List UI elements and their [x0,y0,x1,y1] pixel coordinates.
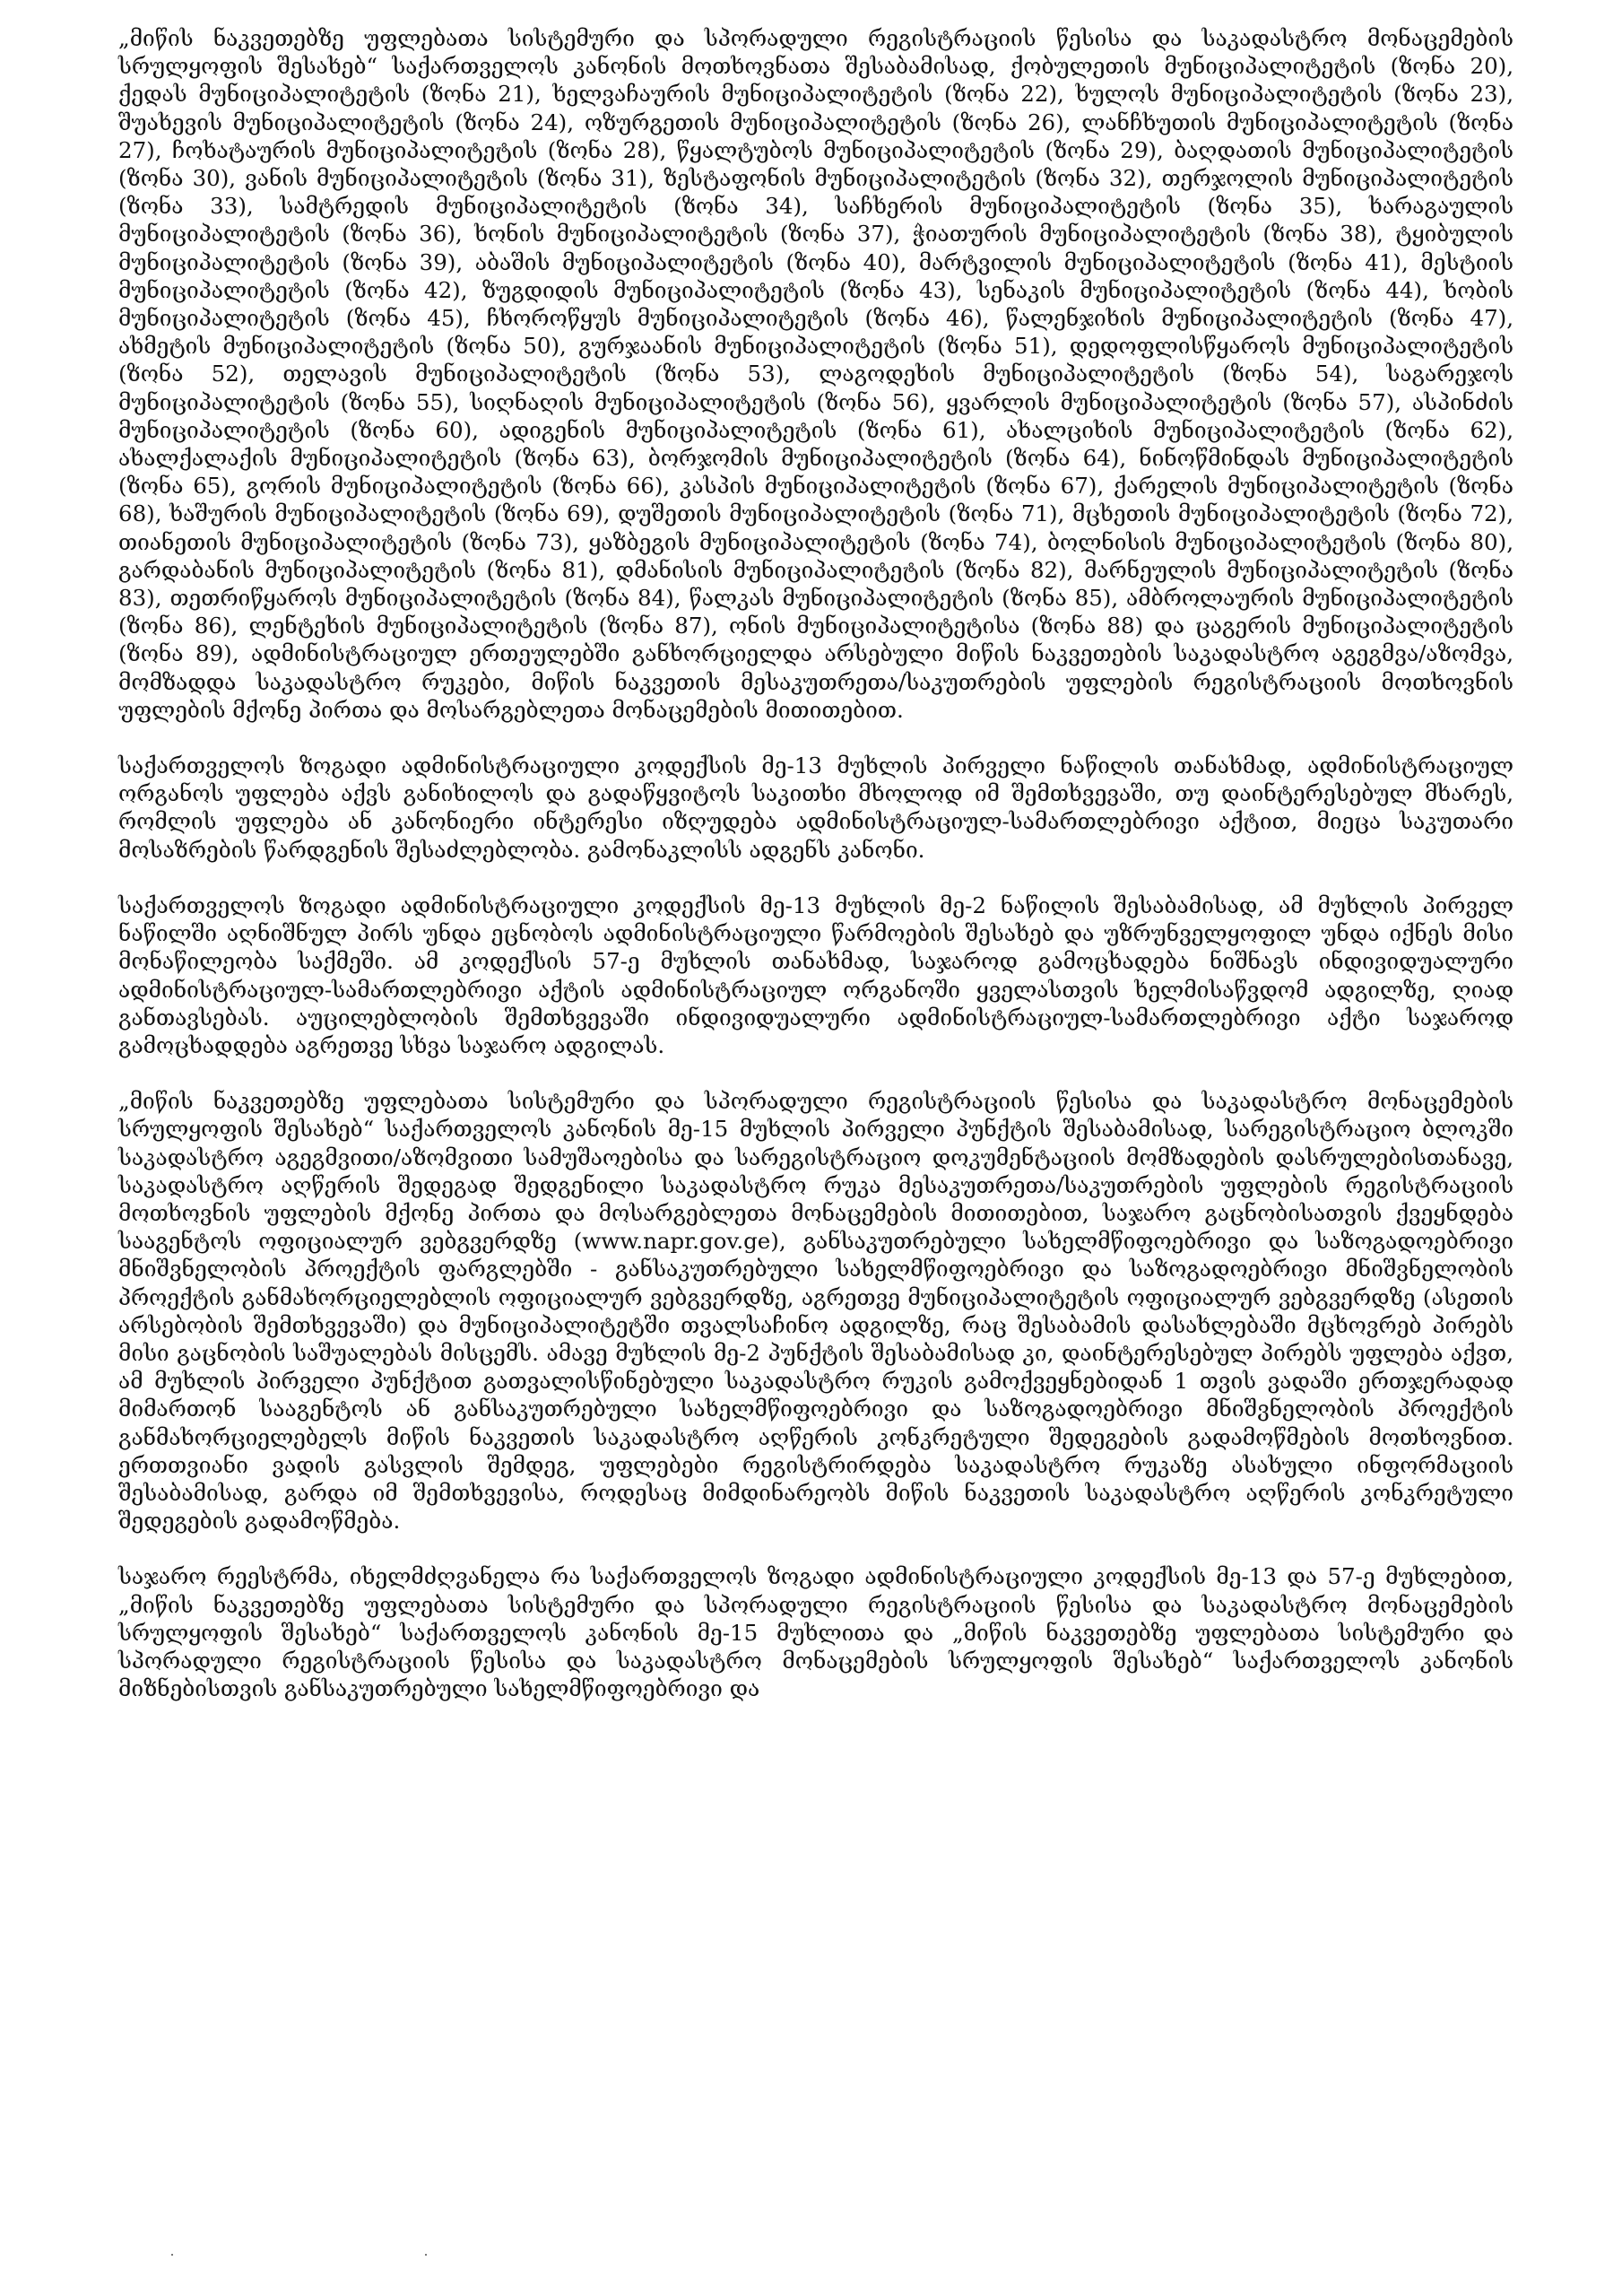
footer-marks [0,2254,1622,2257]
document-page [118,24,1514,1702]
footer-dot [171,2254,173,2256]
paragraph-admin-code-article-13-part-2: საქართველოს ზოგადი ადმინისტრაციული კოდექსის მე-13 მუხლის მე-2 ნაწილის შესაბამისად, ამ მუხლის პირველ ნაწილში აღნიშნულ პირს უნდა ეცნობოს ადმინისტრაციული წარმოების შესახებ და უზრუნველყოფილ უნდა იქნეს მისი მონაწილეობა საქმეში. ამ კოდექსის 57-ე მუხლის თანახმად, საჯაროდ გამოცხადება ნიშნავს ინდივიდუალური ადმინისტრაციულ-სამართლებრივი აქტის ადმინისტრაციულ ორგანოში ყველასთვის ხელმისაწვდომ ადგილზე, ღიად განთავსებას. აუცილებლობის შემთხვევაში ინდივიდუალური ადმინისტრაციულ-სამართლებრივი აქტი საჯაროდ გამოცხადდება აგრეთვე სხვა საჯარო ადგილას. [118,891,1514,1058]
footer-dot [425,2254,427,2256]
paragraph-public-registry-decision: საჯარო რეესტრმა, იხელმძღვანელა რა საქართველოს ზოგადი ადმინისტრაციული კოდექსის მე-13 და 57-ე მუხლებით, „მიწის ნაკვეთებზე უფლებათა სისტემური და სპორადული რეგისტრაციის წესისა და საკადასტრო მონაცემების სრულყოფის შესახებ“ საქართველოს კანონის მე-15 მუხლითა და „მიწის ნაკვეთებზე უფლებათა სისტემური და სპორადული რეგისტრაციის წესისა და საკადასტრო მონაცემების სრულყოფის შესახებ“ საქართველოს კანონის მიზნებისთვის განსაკუთრებული სახელმწიფოებრივი და [118,1563,1514,1702]
paragraph-law-article-15: „მიწის ნაკვეთებზე უფლებათა სისტემური და სპორადული რეგისტრაციის წესისა და საკადასტრო მონაცემების სრულყოფის შესახებ“ საქართველოს კანონის მე-15 მუხლის პირველი პუნქტის შესაბამისად, სარეგისტრაციო ბლოკში საკადასტრო აგეგმვითი/აზომვითი სამუშაოებისა და სარეგისტრაციო დოკუმენტაციის მომზადების დასრულებისთანავე, საკადასტრო აღწერის შედეგად შედგენილი საკადასტრო რუკა მესაკუთრეთა/საკუთრების უფლების რეგისტრაციის მოთხოვნის უფლების მქონე პირთა და მოსარგებლეთა მონაცემების მითითებით, საჯარო გაცნობისათვის ქვეყნდება სააგენტოს ოფიციალურ ვებგვერდზე (www.napr.gov.ge), განსაკუთრებული სახელმწიფოებრივი და საზოგადოებრივი მნიშვნელობის პროექტის ფარგლებში - განსაკუთრებული სახელმწიფოებრივი და საზოგადოებრივი მნიშვნელობის პროექტის განმახორციელებლის ოფიციალურ ვებგვერდზე, აგრეთვე მუნიციპალიტეტის ოფიციალურ ვებგვერდზე (ასეთის არსებობის შემთხვევაში) და მუნიციპალიტეტში თვალსაჩინო ადგილზე, რაც შესაბამის დასახლებაში მცხოვრებ პირებს მისი გაცნობის საშუალებას მისცემს. ამავე მუხლის მე-2 პუნქტის შესაბამისად კი, დაინტერესებულ პირებს უფლება აქვთ, ამ მუხლის პირველი პუნქტით გათვალისწინებული საკადასტრო რუკის გამოქვეყნებიდან 1 თვის ვადაში ერთჯერადად მიმართონ სააგენტოს ან განსაკუთრებული სახელმწიფოებრივი და საზოგადოებრივი მნიშვნელობის პროექტის განმახორციელებელს მიწის ნაკვეთის საკადასტრო აღწერის კონკრეტული შედეგების გადამოწმების მოთხოვნით. ერთთვიანი ვადის გასვლის შემდეგ, უფლებები რეგისტრირდება საკადასტრო რუკაზე ასახული ინფორმაციის შესაბამისად, გარდა იმ შემთხვევისა, როდესაც მიმდინარეობს მიწის ნაკვეთის საკადასტრო აღწერის კონკრეტული შედეგების გადამოწმება. [118,1088,1514,1535]
paragraph-admin-code-article-13-part-1: საქართველოს ზოგადი ადმინისტრაციული კოდექსის მე-13 მუხლის პირველი ნაწილის თანახმად, ადმინისტრაციულ ორგანოს უფლება აქვს განიხილოს და გადაწყვიტოს საკითხი მხოლოდ იმ შემთხვევაში, თუ დაინტერესებულ მხარეს, რომლის უფლება ან კანონიერი ინტერესი იზღუდება ადმინისტრაციულ-სამართლებრივი აქტით, მიეცა საკუთარი მოსაზრების წარდგენის შესაძლებლობა. გამონაკლისს ადგენს კანონი. [118,752,1514,863]
paragraph-cadastral-zones: „მიწის ნაკვეთებზე უფლებათა სისტემური და სპორადული რეგისტრაციის წესისა და საკადასტრო მონაცემების სრულყოფის შესახებ“ საქართველოს კანონის მოთხოვნათა შესაბამისად, ქობულეთის მუნიციპალიტეტის (ზონა 20), ქედას მუნიციპალიტეტის (ზონა 21), ხელვაჩაურის მუნიციპალიტეტის (ზონა 22), ხულოს მუნიციპალიტეტის (ზონა 23), შუახევის მუნიციპალიტეტის (ზონა 24), ოზურგეთის მუნიციპალიტეტის (ზონა 26), ლანჩხუთის მუნიციპალიტეტის (ზონა 27), ჩოხატაურის მუნიციპალიტეტის (ზონა 28), წყალტუბოს მუნიციპალიტეტის (ზონა 29), ბაღდათის მუნიციპალიტეტის (ზონა 30), ვანის მუნიციპალიტეტის (ზონა 31), ზესტაფონის მუნიციპალიტეტის (ზონა 32), თერჯოლის მუნიციპალიტეტის (ზონა 33), სამტრედის მუნიციპალიტეტის (ზონა 34), საჩხერის მუნიციპალიტეტის (ზონა 35), ხარაგაულის მუნიციპალიტეტის (ზონა 36), ხონის მუნიციპალიტეტის (ზონა 37), ჭიათურის მუნიციპალიტეტის (ზონა 38), ტყიბულის მუნიციპალიტეტის (ზონა 39), აბაშის მუნიციპალიტეტის (ზონა 40), მარტვილის მუნიციპალიტეტის (ზონა 41), მესტიის მუნიციპალიტეტის (ზონა 42), ზუგდიდის მუნიციპალიტეტის (ზონა 43), სენაკის მუნიციპალიტეტის (ზონა 44), ხობის მუნიციპალიტეტის (ზონა 45), ჩხოროწყუს მუნიციპალიტეტის (ზონა 46), წალენჯიხის მუნიციპალიტეტის (ზონა 47), ახმეტის მუნიციპალიტეტის (ზონა 50), გურჯაანის მუნიციპალიტეტის (ზონა 51), დედოფლისწყაროს მუნიციპალიტეტის (ზონა 52), თელავის მუნიციპალიტეტის (ზონა 53), ლაგოდეხის მუნიციპალიტეტის (ზონა 54), საგარეჯოს მუნიციპალიტეტის (ზონა 55), სიღნაღის მუნიციპალიტეტის (ზონა 56), ყვარლის მუნიციპალიტეტის (ზონა 57), ასპინძის მუნიციპალიტეტის (ზონა 60), ადიგენის მუნიციპალიტეტის (ზონა 61), ახალციხის მუნიციპალიტეტის (ზონა 62), ახალქალაქის მუნიციპალიტეტის (ზონა 63), ბორჯომის მუნიციპალიტეტის (ზონა 64), ნინოწმინდას მუნიციპალიტეტის (ზონა 65), გორის მუნიციპალიტეტის (ზონა 66), კასპის მუნიციპალიტეტის (ზონა 67), ქარელის მუნიციპალიტეტის (ზონა 68), ხაშურის მუნიციპალიტეტის (ზონა 69), დუშეთის მუნიციპალიტეტის (ზონა 71), მცხეთის მუნიციპალიტეტის (ზონა 72), თიანეთის მუნიციპალიტეტის (ზონა 73), ყაზბეგის მუნიციპალიტეტის (ზონა 74), ბოლნისის მუნიციპალიტეტის (ზონა 80), გარდაბანის მუნიციპალიტეტის (ზონა 81), დმანისის მუნიციპალიტეტის (ზონა 82), მარნეულის მუნიციპალიტეტის (ზონა 83), თეთრიწყაროს მუნიციპალიტეტის (ზონა 84), წალკას მუნიციპალიტეტის (ზონა 85), ამბროლაურის მუნიციპალიტეტის (ზონა 86), ლენტეხის მუნიციპალიტეტის (ზონა 87), ონის მუნიციპალიტეტისა (ზონა 88) და ცაგერის მუნიციპალიტეტის (ზონა 89), ადმინისტრაციულ ერთეულებში განხორციელდა არსებული მიწის ნაკვეთების საკადასტრო აგეგმვა/აზომვა, მომზადდა საკადასტრო რუკები, მიწის ნაკვეთის მესაკუთრეთა/საკუთრების უფლების რეგისტრაციის მოთხოვნის უფლების მქონე პირთა და მოსარგებლეთა მონაცემების მითითებით. [118,25,1514,723]
